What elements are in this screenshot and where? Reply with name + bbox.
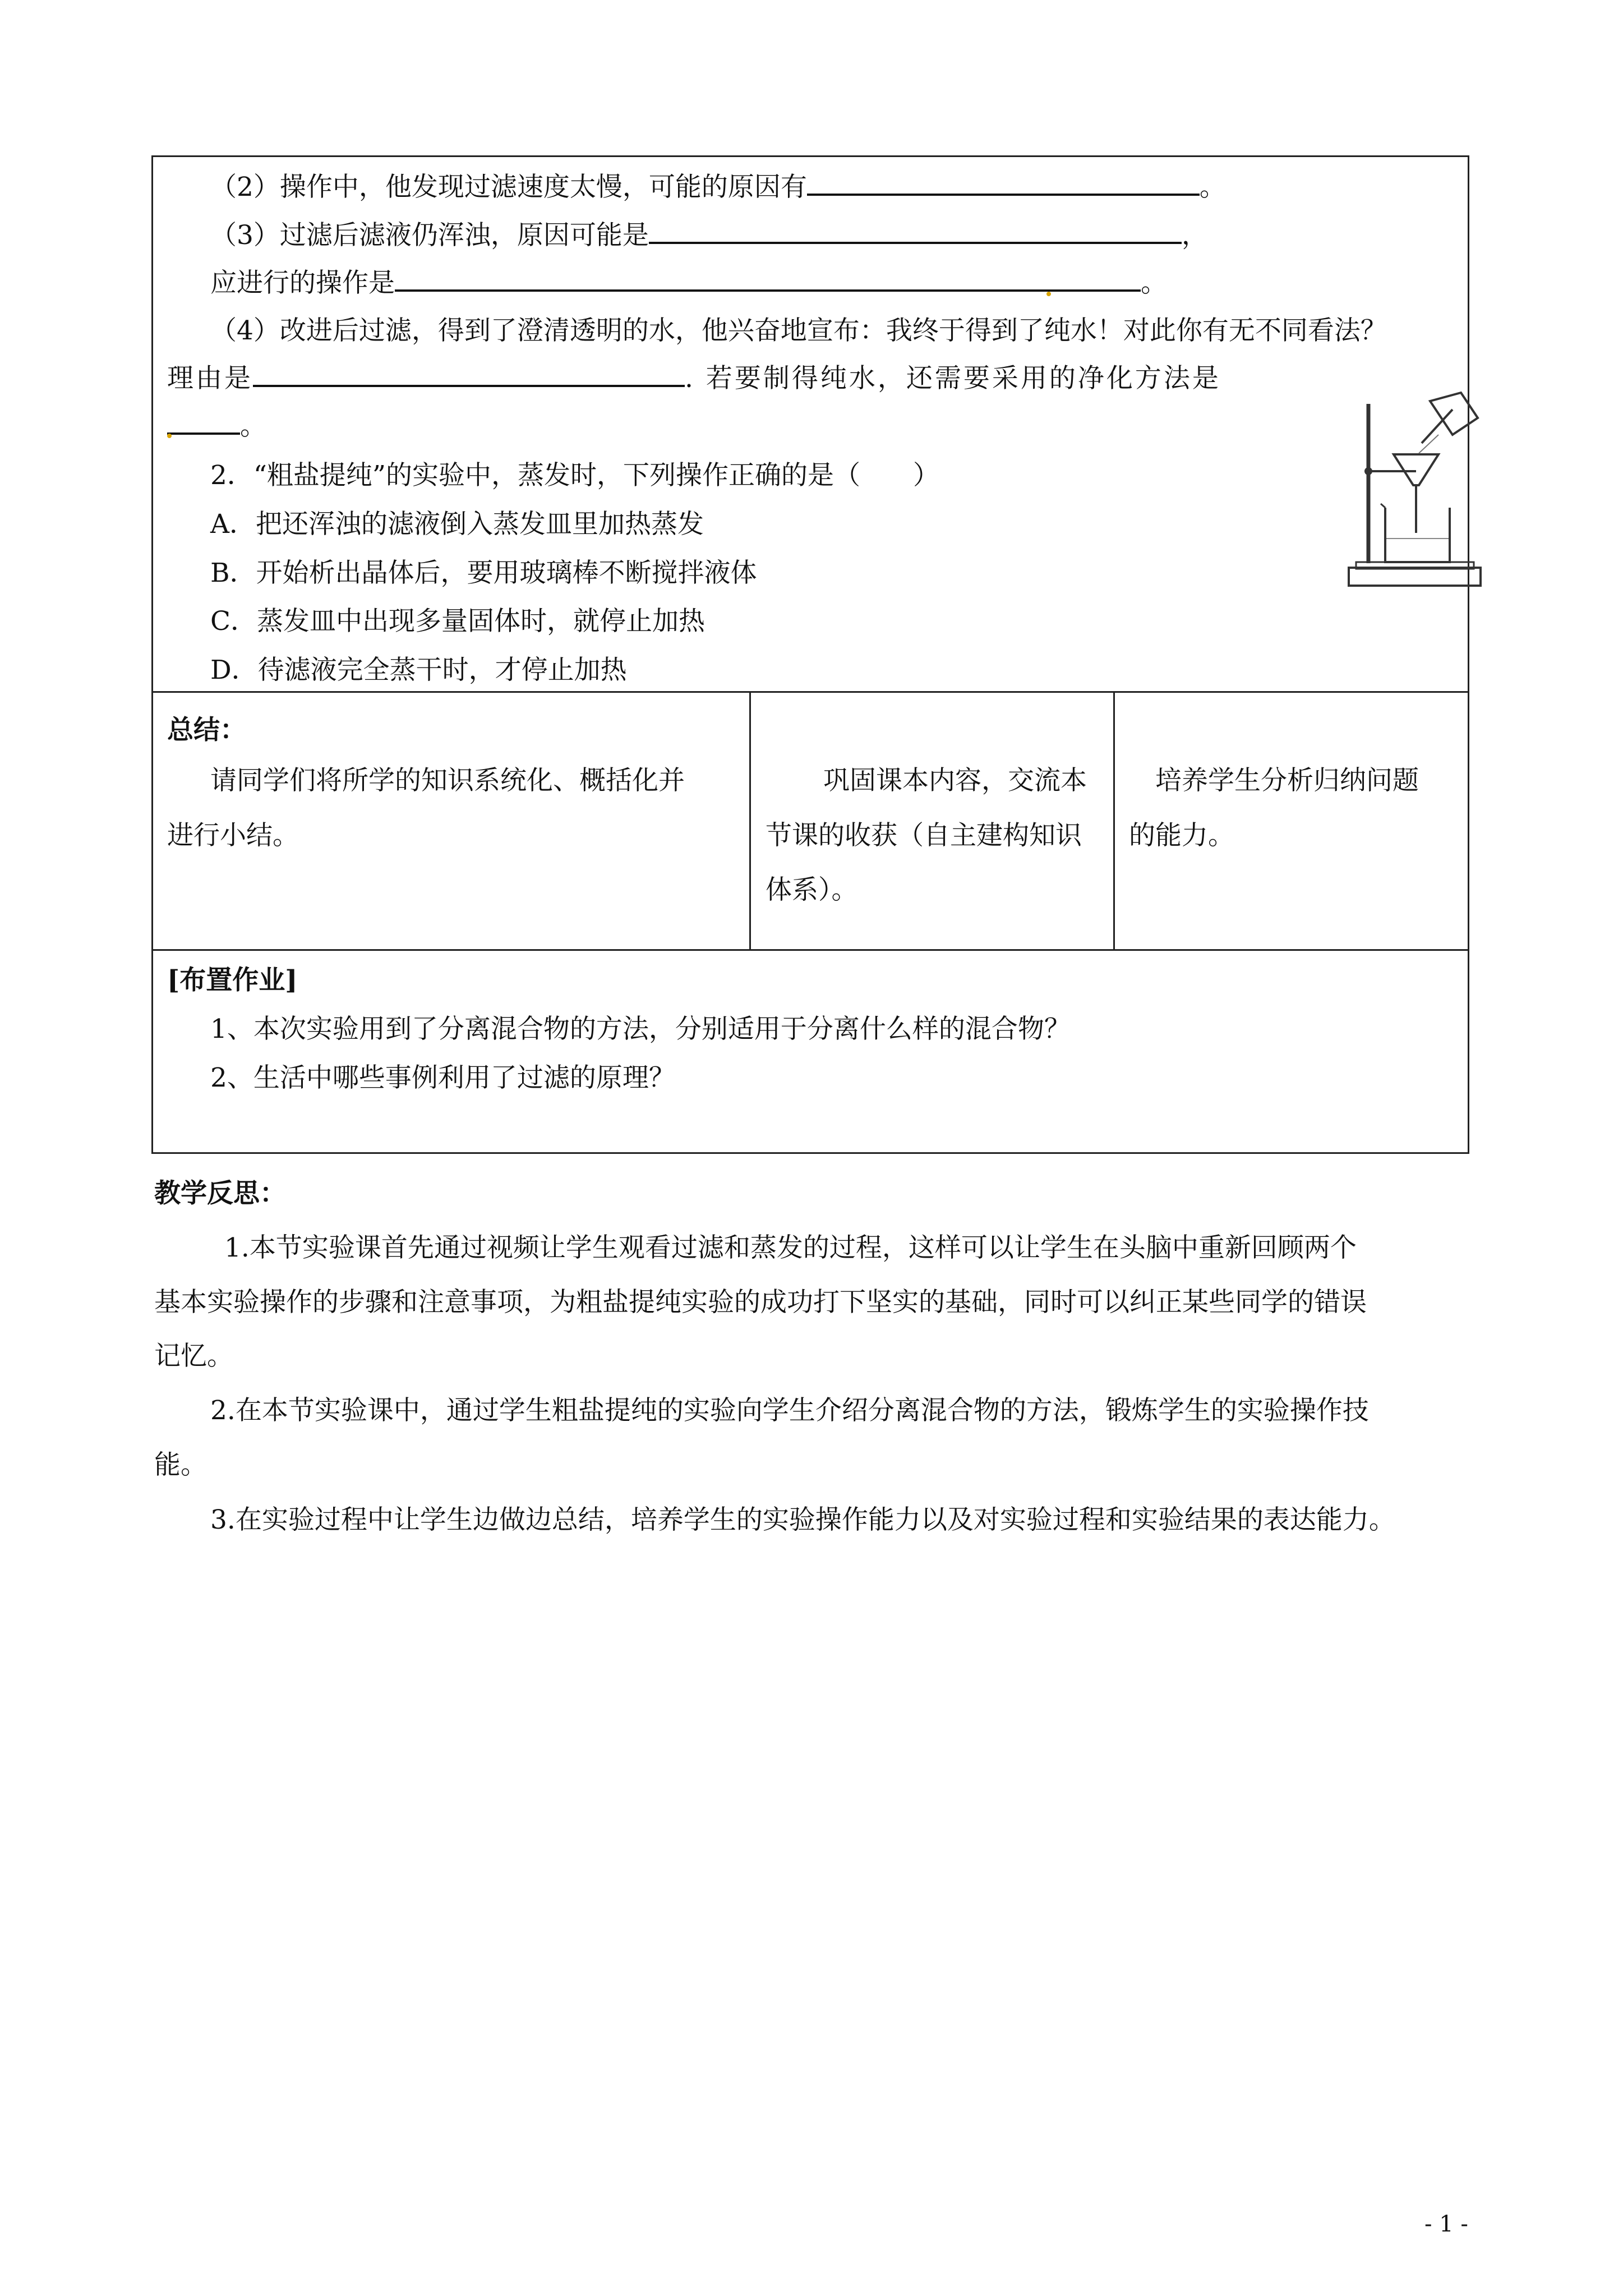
- option-a: A．把还浑浊的滤液倒入蒸发皿里加热蒸发: [210, 509, 704, 540]
- question-4-end-line: 。: [167, 409, 266, 443]
- question-3-text: （3）过滤后滤液仍浑浊，原因可能是: [210, 220, 649, 251]
- homework-item: 2、生活中哪些事例利用了过滤的原理？: [210, 1062, 675, 1093]
- answer-blank: [395, 267, 1141, 292]
- answer-blank: [649, 219, 1182, 244]
- question-2-line: （2）操作中，他发现过滤速度太慢，可能的原因有 。: [210, 172, 1226, 203]
- item-2-question: 2．“粗盐提纯”的实验中，蒸发时，下列操作正确的是（ ）: [210, 460, 939, 491]
- filtration-apparatus-illustration: [1346, 387, 1483, 589]
- answer-blank: [807, 171, 1200, 196]
- option-d: D．待滤液完全蒸干时，才停止加热: [210, 655, 627, 685]
- question-3b-text: 应进行的操作是: [210, 268, 395, 298]
- row-divider: [151, 691, 1469, 693]
- column-divider: [749, 691, 751, 949]
- reflection-paragraph: 基本实验操作的步骤和注意事项，为粗盐提纯实验的成功打下坚实的基础，同时可以纠正某些同学的错误: [154, 1287, 1367, 1318]
- option-b: B．开始析出晶体后，要用玻璃棒不断搅拌液体: [210, 558, 757, 588]
- student-activity: 体系）。: [766, 875, 858, 905]
- question-4-reason-line: 理由是 . 若要制得纯水，还需要采用的净化方法是: [167, 363, 1221, 394]
- reflection-paragraph: 1.本节实验课首先通过视频让学生观看过滤和蒸发的过程，这样可以让学生在头脑中重新回顾两个: [224, 1232, 1357, 1263]
- summary-heading: 总结：: [167, 715, 246, 746]
- row-divider: [151, 949, 1469, 951]
- design-intent: 的能力。: [1129, 820, 1234, 851]
- option-c: C．蒸发皿中出现多量固体时，就停止加热: [210, 606, 705, 637]
- question-4-line: [210, 314, 1387, 348]
- question-3b-line: 应进行的操作是 。: [210, 268, 1167, 298]
- homework-item: 1、本次实验用到了分离混合物的方法，分别适用于分离什么样的混合物？: [210, 1014, 1071, 1045]
- yellow-mark: [1046, 292, 1051, 296]
- question-3-line: （3）过滤后滤液仍浑浊，原因可能是 ，: [210, 220, 1208, 251]
- question-2-text: （2）操作中，他发现过滤速度太慢，可能的原因有: [210, 172, 807, 203]
- reflection-paragraph: 记忆。: [154, 1341, 233, 1372]
- answer-blank: [253, 362, 685, 387]
- yellow-mark: [167, 434, 172, 438]
- teacher-activity: 请同学们将所学的知识系统化、概括化并: [210, 765, 685, 796]
- teacher-activity: 进行小结。: [167, 820, 299, 851]
- reflection-heading: 教学反思：: [154, 1178, 286, 1209]
- column-divider: [1113, 691, 1115, 949]
- answer-blank: [167, 410, 240, 435]
- question-4-text: （4）改进后过滤，得到了澄清透明的水，他兴奋地宣布：我终于得到了纯水！对此你有无不同看法？: [210, 315, 1387, 346]
- student-activity: 巩固课本内容，交流本: [823, 765, 1087, 796]
- reflection-paragraph: 2.在本节实验课中，通过学生粗盐提纯的实验向学生介绍分离混合物的方法，锻炼学生的实验操作技: [210, 1395, 1369, 1426]
- homework-heading: [布置作业]: [167, 965, 298, 996]
- reflection-paragraph: 能。: [154, 1450, 207, 1480]
- design-intent: 培养学生分析归纳问题: [1155, 765, 1419, 796]
- reflection-paragraph: 3.在实验过程中让学生边做边总结，培养学生的实验操作能力以及对实验过程和实验结果的表达能力。: [210, 1504, 1395, 1535]
- student-activity: 节课的收获（自主建构知识: [766, 820, 1082, 851]
- page-number: - 1 -: [1424, 2211, 1468, 2237]
